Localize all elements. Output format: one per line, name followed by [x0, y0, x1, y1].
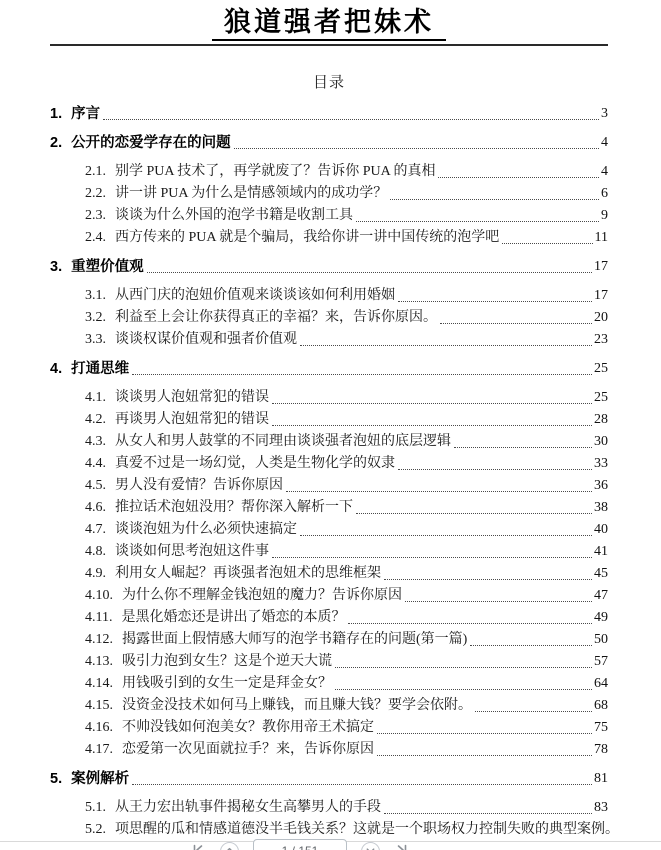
last-page-button[interactable] — [394, 843, 410, 850]
toc-item-row[interactable] — [50, 739, 608, 761]
toc-section-row[interactable] — [50, 256, 608, 278]
toc-entry-page-number: 78 — [594, 742, 608, 757]
dot-leader — [440, 323, 592, 324]
dot-leader — [132, 784, 592, 785]
toc-entry-number: 4.16. — [85, 720, 113, 735]
toc-entry-page-number: 17 — [594, 259, 608, 274]
dot-leader — [384, 579, 592, 580]
toc-entry-number: 3.1. — [85, 288, 106, 303]
document-title: 狼道强者把妹术 — [212, 8, 446, 41]
toc-entry-number: 4.3. — [85, 434, 106, 449]
toc-item-row[interactable] — [50, 431, 608, 453]
dot-leader — [470, 645, 592, 646]
toc-section-row[interactable] — [50, 132, 608, 154]
toc-entry-page-number: 20 — [594, 310, 608, 325]
dot-leader — [390, 199, 599, 200]
dot-leader — [398, 469, 592, 470]
toc-entry-title: 为什么你不理解金钱泡妞的魔力？告诉你原因 — [122, 588, 402, 603]
toc-entry-page-number: 3 — [601, 106, 608, 121]
toc-item-row[interactable] — [50, 519, 608, 541]
toc-item-row[interactable] — [50, 183, 608, 205]
toc-section-row[interactable] — [50, 768, 608, 790]
toc-entry-page-number: 25 — [594, 390, 608, 405]
toc-entry-title: 不帅没钱如何泡美女？教你用帝王术搞定 — [122, 720, 374, 735]
toc-entry-title: 打通思维 — [71, 361, 130, 377]
toc-section-row[interactable] — [50, 103, 608, 125]
toc-entry-title: 没资金没技术如何马上赚钱，而且赚大钱？要学会依附。 — [122, 698, 472, 713]
toc-entry-page-number: 40 — [594, 522, 608, 537]
toc-entry-number: 4.15. — [85, 698, 113, 713]
dot-leader — [356, 221, 599, 222]
dot-leader — [356, 513, 592, 514]
toc-entry-title: 揭露世面上假情感大师写的泡学书籍存在的问题(第一篇) — [122, 632, 468, 647]
toc-item-row[interactable] — [50, 607, 608, 629]
toc-entry-number: 2.2. — [85, 186, 106, 201]
toc-entry-number: 3.2. — [85, 310, 106, 325]
first-page-button[interactable] — [190, 843, 206, 850]
toc-entry-title: 别学 PUA 技术了，再学就废了？告诉你 PUA 的真相 — [115, 164, 436, 179]
skip-to-last-icon — [396, 844, 408, 850]
toc-entry-number: 4.5. — [85, 478, 106, 493]
toc-item-row[interactable] — [50, 409, 608, 431]
toc-entry-number: 4.12. — [85, 632, 113, 647]
dot-leader — [454, 447, 592, 448]
toc-item-row[interactable] — [50, 453, 608, 475]
toc-entry-number: 3. — [50, 259, 63, 275]
toc-entry-number: 4.6. — [85, 500, 106, 515]
toc-entry-title: 吸引力泡到女生？这是个逆天大谎 — [122, 654, 332, 669]
toc-entry-title: 谈谈泡妞为什么必须快速搞定 — [115, 522, 297, 537]
toc-item-row[interactable] — [50, 285, 608, 307]
toc-entry-number: 4.13. — [85, 654, 113, 669]
toc-entry-number: 4.9. — [85, 566, 106, 581]
toc-entry-title: 从王力宏出轨事件揭秘女生高攀男人的手段 — [115, 800, 381, 815]
toc-item-row[interactable] — [50, 585, 608, 607]
toc-item-row[interactable] — [50, 673, 608, 695]
toc-entry-title: 推拉话术泡妞没用？帮你深入解析一下 — [115, 500, 353, 515]
dot-leader — [348, 623, 592, 624]
toc-entry-page-number: 11 — [594, 230, 608, 245]
toc-entry-page-number: 6 — [601, 186, 608, 201]
toc-item-row[interactable] — [50, 161, 608, 183]
toc-entry-number: 4.10. — [85, 588, 113, 603]
dot-leader — [272, 425, 592, 426]
toc-entry-title: 案例解析 — [71, 771, 130, 787]
toc-entry-number: 3.3. — [85, 332, 106, 347]
dot-leader — [147, 272, 592, 273]
toc-entry-title: 恋爱第一次见面就拉手？来，告诉你原因 — [122, 742, 374, 757]
toc-entry-number: 4.11. — [85, 610, 113, 625]
toc-entry-page-number: 28 — [594, 412, 608, 427]
toc-entry-page-number: 4 — [601, 135, 608, 150]
dot-leader — [384, 813, 592, 814]
toc-entry-page-number: 81 — [594, 771, 608, 786]
pager-toolbar — [190, 839, 410, 850]
toc-item-row[interactable] — [50, 307, 608, 329]
toc-entry-page-number: 49 — [594, 610, 608, 625]
toc-item-row[interactable] — [50, 797, 608, 819]
toc-item-row[interactable] — [50, 651, 608, 673]
toc-entry-title: 是黑化婚恋还是讲出了婚恋的本质？ — [121, 610, 346, 625]
toc-entry-title: 西方传来的 PUA 就是个骗局，我给你讲一讲中国传统的泡学吧 — [115, 230, 500, 245]
toc-entry-number: 4.2. — [85, 412, 106, 427]
toc-entry-title: 序言 — [71, 106, 101, 122]
toc-entry-title: 谈谈为什么外国的泡学书籍是收割工具 — [115, 208, 353, 223]
toc-entry-number: 4.1. — [85, 390, 106, 405]
toc-section-row[interactable] — [50, 358, 608, 380]
dot-leader — [132, 374, 592, 375]
toc-entry-title: 真爱不过是一场幻觉，人类是生物化学的奴隶 — [115, 456, 395, 471]
toc-entry-number: 4.17. — [85, 742, 113, 757]
dot-leader — [300, 535, 592, 536]
toc-entry-number: 4. — [50, 361, 63, 377]
toc-entry-number: 5.2. — [85, 822, 106, 837]
dot-leader — [398, 301, 592, 302]
toc-item-row[interactable] — [50, 717, 608, 739]
toc-entry-page-number: 47 — [594, 588, 608, 603]
next-page-button[interactable] — [361, 842, 380, 850]
toc-entry-page-number: 75 — [594, 720, 608, 735]
toc-entry-number: 2.4. — [85, 230, 106, 245]
toc-item-row[interactable] — [50, 819, 619, 841]
page-number-input[interactable] — [253, 839, 347, 850]
chevron-up-icon — [224, 844, 235, 850]
toc-entry-number: 2. — [50, 135, 63, 151]
toc-entry-number: 5. — [50, 771, 63, 787]
toc-entry-page-number: 33 — [594, 456, 608, 471]
toc-entry-page-number: 30 — [594, 434, 608, 449]
toc-item-row[interactable] — [50, 329, 608, 351]
toc-entry-title: 谈谈男人泡妞常犯的错误 — [115, 390, 269, 405]
toc-entry-page-number: 68 — [594, 698, 608, 713]
toc-entry-page-number: 50 — [594, 632, 608, 647]
toc-entry-title: 利用女人崛起？再谈强者泡妞术的思维框架 — [115, 566, 381, 581]
toc-entry-title: 讲一讲 PUA 为什么是情感领域内的成功学？ — [115, 186, 388, 201]
chevron-down-icon — [365, 844, 376, 850]
dot-leader — [377, 755, 592, 756]
toc-item-row[interactable] — [50, 475, 608, 497]
toc-item-row[interactable] — [50, 541, 608, 563]
toc-entry-title: 利益至上会让你获得真正的幸福？来，告诉你原因。 — [115, 310, 437, 325]
dot-leader — [234, 148, 599, 149]
toc-item-row[interactable] — [50, 387, 608, 409]
toc-entry-title: 项思醒的瓜和情感道德没半毛钱关系？这就是一个职场权力控制失败的典型案例。 — [115, 822, 619, 837]
toc-entry-title: 谈谈权谋价值观和强者价值观 — [115, 332, 297, 347]
toc-entry-page-number: 45 — [594, 566, 608, 581]
dot-leader — [475, 711, 592, 712]
toc-entry-page-number: 41 — [594, 544, 608, 559]
toc-entry-page-number: 64 — [594, 676, 608, 691]
toc-entry-page-number: 17 — [594, 288, 608, 303]
dot-leader — [272, 557, 592, 558]
dot-leader — [103, 119, 599, 120]
title-wrap — [50, 8, 608, 41]
prev-page-button[interactable] — [220, 842, 239, 850]
toc-item-row[interactable] — [50, 497, 608, 519]
toc — [50, 103, 619, 841]
toc-item-row[interactable] — [50, 205, 608, 227]
toc-entry-title: 公开的恋爱学存在的问题 — [71, 135, 231, 151]
toc-entry-title: 用钱吸引到的女生一定是拜金女？ — [122, 676, 332, 691]
dot-leader — [405, 601, 592, 602]
toc-heading: 目录 — [312, 75, 345, 91]
toc-entry-title: 重塑价值观 — [71, 259, 144, 275]
dot-leader — [286, 491, 592, 492]
toc-entry-page-number: 57 — [594, 654, 608, 669]
toc-entry-title: 男人没有爱情？告诉你原因 — [115, 478, 283, 493]
toc-entry-number: 2.3. — [85, 208, 106, 223]
dot-leader — [438, 177, 599, 178]
toc-entry-number: 4.8. — [85, 544, 106, 559]
toc-entry-page-number: 36 — [594, 478, 608, 493]
toc-entry-title: 从女人和男人鼓掌的不同理由谈谈强者泡妞的底层逻辑 — [115, 434, 451, 449]
toc-entry-number: 1. — [50, 106, 63, 122]
toc-entry-page-number: 38 — [594, 500, 608, 515]
toc-entry-number: 4.4. — [85, 456, 106, 471]
toc-item-row[interactable] — [50, 563, 608, 585]
dot-leader — [272, 403, 592, 404]
toc-entry-number: 4.7. — [85, 522, 106, 537]
toc-entry-number: 4.14. — [85, 676, 113, 691]
dot-leader — [502, 243, 592, 244]
toc-entry-number: 5.1. — [85, 800, 106, 815]
toc-entry-number: 2.1. — [85, 164, 106, 179]
toc-entry-title: 再谈男人泡妞常犯的错误 — [115, 412, 269, 427]
toc-entry-title: 从西门庆的泡妞价值观来谈谈该如何利用婚姻 — [115, 288, 395, 303]
dot-leader — [335, 689, 592, 690]
dot-leader — [300, 345, 592, 346]
toc-item-row[interactable] — [50, 227, 608, 249]
toc-entry-page-number: 4 — [601, 164, 608, 179]
toc-entry-page-number: 25 — [594, 361, 608, 376]
title-divider-rule — [50, 44, 608, 46]
skip-to-first-icon — [192, 844, 204, 850]
toc-item-row[interactable] — [50, 629, 608, 651]
dot-leader — [335, 667, 592, 668]
toc-entry-title: 谈谈如何思考泡妞这件事 — [115, 544, 269, 559]
toc-entry-page-number: 9 — [601, 208, 608, 223]
toc-entry-page-number: 23 — [594, 332, 608, 347]
dot-leader — [377, 733, 592, 734]
toc-item-row[interactable] — [50, 695, 608, 717]
toc-entry-page-number: 83 — [594, 800, 608, 815]
